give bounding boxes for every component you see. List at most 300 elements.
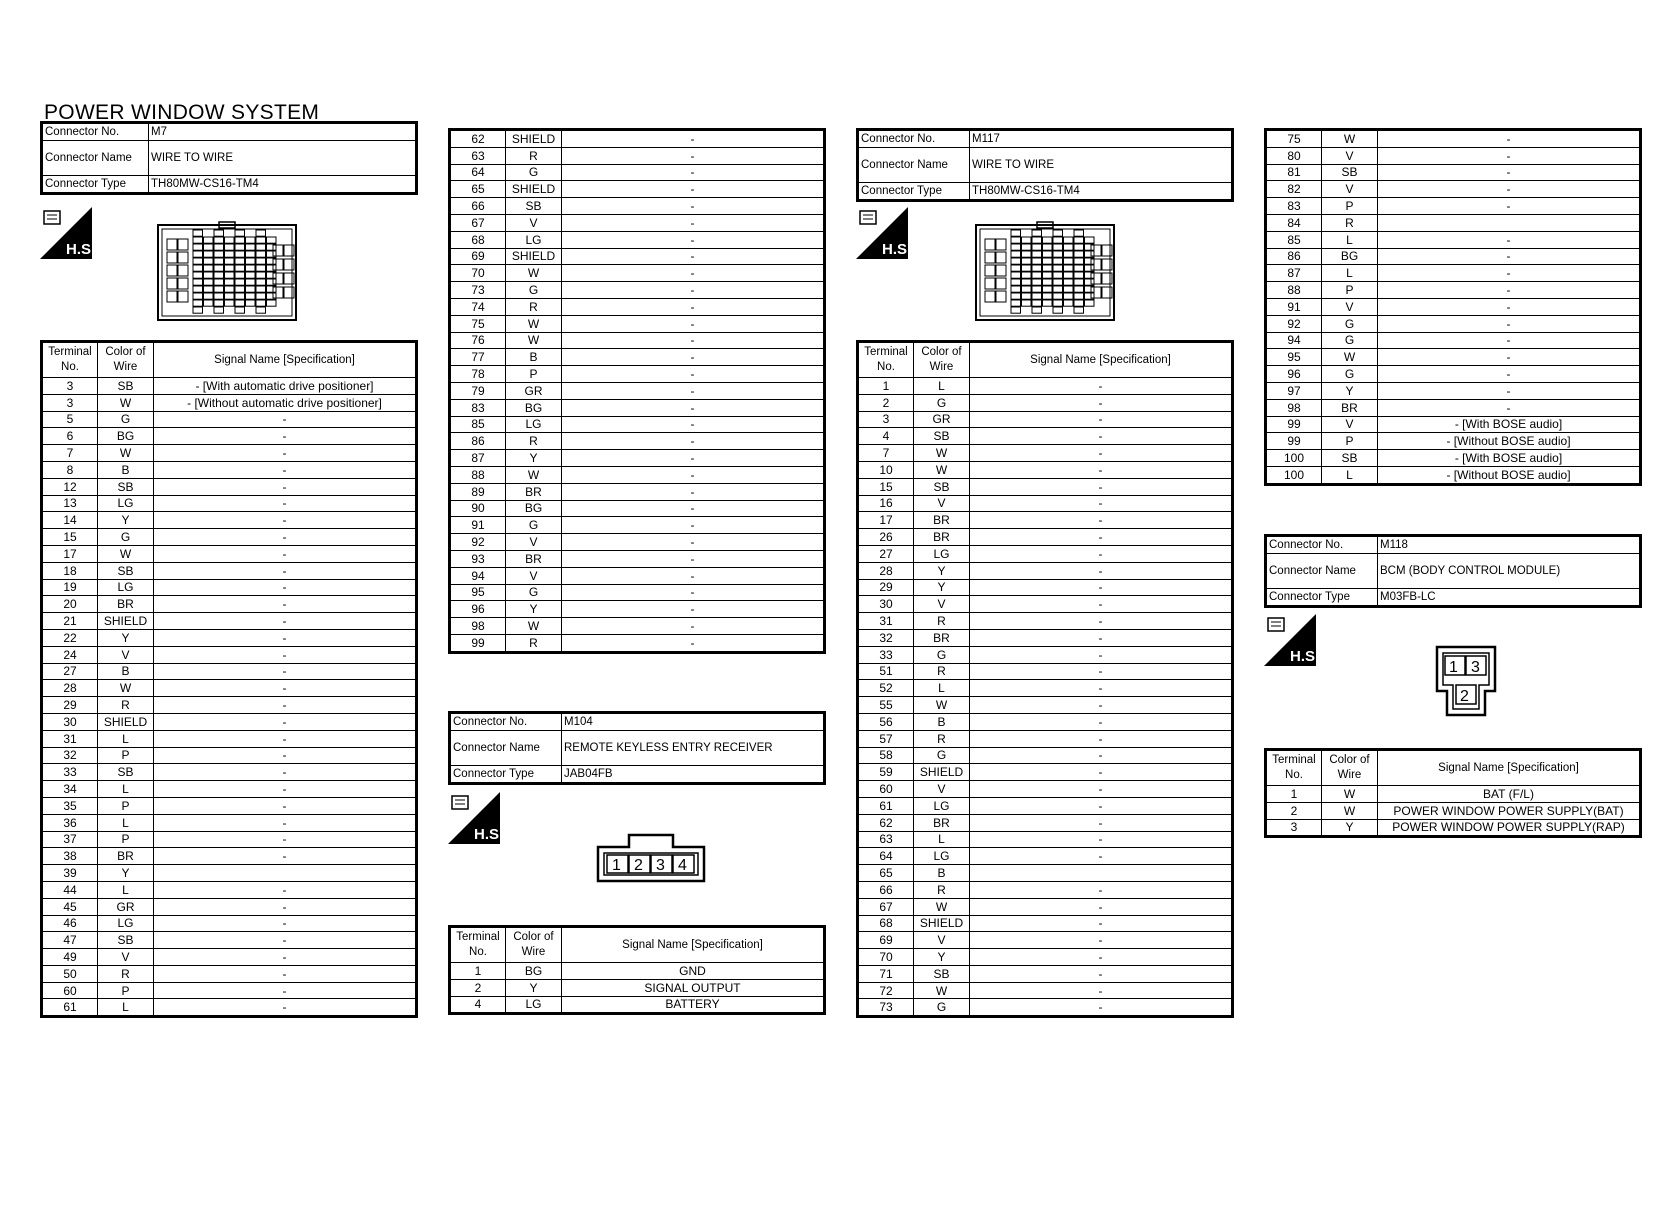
signal-name-cell: - (1378, 198, 1641, 215)
table-row (858, 680, 1233, 697)
table-row (858, 411, 1233, 428)
table-row (450, 282, 825, 299)
svg-text:2: 2 (1460, 688, 1469, 705)
wire-color-cell: W (914, 982, 970, 999)
connector-m7-terminal-table (40, 340, 418, 1018)
pin-4 (673, 855, 694, 874)
table-row (1266, 416, 1641, 433)
connector-type-label: Connector Type (858, 182, 970, 200)
signal-name-cell: - (1378, 282, 1641, 299)
terminal-no-cell: 60 (42, 982, 98, 999)
wire-color-cell: V (98, 949, 154, 966)
terminal-no-cell: 64 (858, 848, 914, 865)
table-row (42, 411, 417, 428)
table-row (42, 982, 417, 999)
wire-color-cell: P (1322, 198, 1378, 215)
wire-color-cell: Y (506, 450, 562, 467)
terminal-no-cell: 49 (42, 949, 98, 966)
wire-color-cell: W (914, 461, 970, 478)
connector-m7-info (40, 121, 418, 195)
table-row (42, 461, 417, 478)
signal-name-cell: - (562, 534, 825, 551)
signal-name-cell: - [With BOSE audio] (1378, 416, 1641, 433)
table-row (450, 550, 825, 567)
signal-name-cell: - (562, 483, 825, 500)
signal-name-cell: - (970, 764, 1233, 781)
connector-type-label: Connector Type (1266, 588, 1378, 606)
signal-name-cell: - [Without automatic drive positioner] (154, 394, 417, 411)
signal-name-cell: POWER WINDOW POWER SUPPLY(BAT) (1378, 802, 1641, 819)
connector-m7-terminal-table-wrap (40, 340, 418, 1018)
table-row (42, 764, 417, 781)
signal-name-cell: - (154, 814, 417, 831)
terminal-no-cell: 92 (1266, 315, 1322, 332)
table-row (42, 478, 417, 495)
table-row (450, 567, 825, 584)
terminal-no-cell: 65 (450, 181, 506, 198)
signal-name-cell: - (970, 814, 1233, 831)
wire-color-cell: G (98, 411, 154, 428)
table-row (858, 512, 1233, 529)
terminal-no-cell: 29 (42, 697, 98, 714)
terminal-no-cell: 3 (1266, 819, 1322, 837)
table-row (42, 596, 417, 613)
connector-no-value: M104 (562, 713, 825, 731)
signal-name-cell: - (970, 881, 1233, 898)
table-row (450, 231, 825, 248)
table-row (858, 713, 1233, 730)
wire-color-cell: BR (914, 814, 970, 831)
wire-color-cell: Y (914, 949, 970, 966)
signal-name-cell: - (562, 634, 825, 652)
signal-name-header: Signal Name [Specification] (1378, 750, 1641, 786)
terminal-no-cell: 95 (450, 584, 506, 601)
svg-text:1: 1 (1449, 659, 1458, 676)
terminal-no-cell: 19 (42, 579, 98, 596)
connector-m118-pinout (1435, 645, 1497, 722)
wire-color-cell: L (1322, 231, 1378, 248)
wire-color-cell: BR (98, 596, 154, 613)
table-row (1266, 265, 1641, 282)
signal-name-cell: - (154, 730, 417, 747)
table-row (858, 965, 1233, 982)
terminal-no-cell: 1 (1266, 786, 1322, 803)
signal-name-cell: - (562, 265, 825, 282)
signal-name-cell: - (562, 500, 825, 517)
wire-color-cell: BR (1322, 399, 1378, 416)
terminal-no-cell: 20 (42, 596, 98, 613)
signal-name-cell: POWER WINDOW POWER SUPPLY(RAP) (1378, 819, 1641, 837)
signal-name-cell: - (970, 579, 1233, 596)
wire-color-cell: SB (506, 198, 562, 215)
wire-color-cell: G (506, 517, 562, 534)
wire-color-cell: R (506, 634, 562, 652)
table-row (1266, 147, 1641, 164)
wire-color-cell: LG (914, 545, 970, 562)
terminal-no-cell: 35 (42, 797, 98, 814)
wire-color-cell: BR (914, 629, 970, 646)
table-row (450, 979, 825, 996)
terminal-no-cell: 81 (1266, 164, 1322, 181)
table-row (858, 428, 1233, 445)
signal-name-cell: - (154, 613, 417, 630)
signal-name-cell: - (970, 596, 1233, 613)
wire-color-cell: L (1322, 265, 1378, 282)
table-row (42, 529, 417, 546)
signal-name-cell: - (1378, 298, 1641, 315)
wire-color-cell: V (914, 781, 970, 798)
connector-m117-terminal-table (856, 340, 1234, 1018)
connector-m118-column (1264, 534, 1642, 608)
signal-name-cell: - (970, 646, 1233, 663)
signal-name-cell: - (970, 378, 1233, 395)
signal-name-cell: - (562, 315, 825, 332)
signal-name-cell: - (562, 584, 825, 601)
wire-color-cell: SB (1322, 450, 1378, 467)
wire-color-cell: Y (914, 579, 970, 596)
terminal-no-cell: 88 (1266, 282, 1322, 299)
connector-m104-column (448, 711, 826, 785)
table-row (858, 646, 1233, 663)
table-row (858, 982, 1233, 999)
pin-3 (1466, 656, 1486, 676)
harness-side-icon (1264, 614, 1320, 666)
connector-m117-terminal-table-continued (1264, 128, 1642, 486)
terminal-no-cell: 51 (858, 663, 914, 680)
signal-name-cell: - (970, 411, 1233, 428)
signal-name-cell: - (154, 461, 417, 478)
table-row (450, 450, 825, 467)
table-row (1266, 298, 1641, 315)
wire-color-cell: BR (914, 529, 970, 546)
terminal-no-cell: 62 (858, 814, 914, 831)
wire-color-cell: G (506, 282, 562, 299)
terminal-no-cell: 91 (1266, 298, 1322, 315)
terminal-no-cell: 76 (450, 332, 506, 349)
terminal-no-cell: 61 (42, 999, 98, 1017)
terminal-no-cell: 15 (858, 478, 914, 495)
signal-name-cell: - [Without BOSE audio] (1378, 466, 1641, 484)
signal-name-cell: - (154, 797, 417, 814)
terminal-no-cell: 56 (858, 713, 914, 730)
connector-name-value: WIRE TO WIRE (970, 147, 1233, 182)
terminal-no-cell: 3 (42, 394, 98, 411)
table-row (858, 394, 1233, 411)
table-row (858, 562, 1233, 579)
signal-name-cell: - (1378, 349, 1641, 366)
terminal-no-cell: 28 (42, 680, 98, 697)
wire-color-cell: W (914, 898, 970, 915)
signal-name-cell: - (1378, 382, 1641, 399)
table-row (42, 663, 417, 680)
table-row (450, 349, 825, 366)
wire-color-cell: B (914, 865, 970, 882)
signal-name-cell: - (562, 214, 825, 231)
signal-name-cell: - (970, 529, 1233, 546)
table-row (450, 500, 825, 517)
signal-name-cell: - (970, 461, 1233, 478)
table-row (450, 248, 825, 265)
wire-color-cell: W (506, 315, 562, 332)
wire-color-cell: BR (506, 550, 562, 567)
wire-color-cell: W (914, 697, 970, 714)
terminal-no-cell: 70 (858, 949, 914, 966)
table-row (42, 579, 417, 596)
wire-color-cell: G (1322, 366, 1378, 383)
signal-name-header: Signal Name [Specification] (154, 342, 417, 378)
table-row (42, 629, 417, 646)
terminal-no-cell: 96 (1266, 366, 1322, 383)
table-row (42, 562, 417, 579)
wire-color-cell: SB (98, 932, 154, 949)
terminal-no-cell: 67 (858, 898, 914, 915)
signal-name-cell: - (970, 613, 1233, 630)
wire-color-cell: Y (506, 979, 562, 996)
table-row (42, 965, 417, 982)
connector-m104-terminal-table (448, 925, 826, 1015)
wire-color-cell: P (506, 366, 562, 383)
signal-name-cell: - (562, 433, 825, 450)
terminal-no-cell: 68 (450, 231, 506, 248)
wire-color-cell: L (98, 781, 154, 798)
wire-color-cell: W (506, 332, 562, 349)
terminal-no-cell: 89 (450, 483, 506, 500)
signal-name-cell: - (154, 579, 417, 596)
signal-name-cell: - (154, 562, 417, 579)
signal-name-cell: - (1378, 248, 1641, 265)
table-row (450, 534, 825, 551)
signal-name-cell: - (1378, 265, 1641, 282)
table-row (858, 848, 1233, 865)
terminal-no-cell: 96 (450, 601, 506, 618)
wire-color-cell: LG (506, 231, 562, 248)
table-row (1266, 433, 1641, 450)
wire-color-cell: R (98, 965, 154, 982)
table-row (42, 613, 417, 630)
signal-name-cell: - (562, 517, 825, 534)
wire-color-cell: SHIELD (98, 713, 154, 730)
signal-name-cell (970, 865, 1233, 882)
wire-color-cell: G (506, 584, 562, 601)
wire-color-cell: L (914, 378, 970, 395)
table-row (42, 999, 417, 1017)
wire-color-cell: R (914, 730, 970, 747)
signal-name-cell: - (1378, 315, 1641, 332)
wire-color-cell: V (1322, 147, 1378, 164)
wire-color-cell: SHIELD (914, 915, 970, 932)
wire-color-cell: W (506, 265, 562, 282)
connector-name-value: REMOTE KEYLESS ENTRY RECEIVER (562, 730, 825, 765)
terminal-no-cell: 77 (450, 349, 506, 366)
signal-name-cell: - (970, 512, 1233, 529)
terminal-no-cell: 7 (858, 445, 914, 462)
svg-text:H.S.: H.S. (1290, 648, 1320, 665)
terminal-no-cell: 59 (858, 764, 914, 781)
table-row (450, 483, 825, 500)
table-row (858, 999, 1233, 1017)
terminal-no-cell: 86 (450, 433, 506, 450)
wire-color-cell: V (506, 214, 562, 231)
wire-color-cell: V (914, 495, 970, 512)
terminal-no-cell: 73 (858, 999, 914, 1017)
wire-color-cell: BG (506, 500, 562, 517)
wire-color-cell: Y (1322, 819, 1378, 837)
signal-name-cell: - (1378, 231, 1641, 248)
signal-name-cell: SIGNAL OUTPUT (562, 979, 825, 996)
wire-color-cell: Y (98, 629, 154, 646)
wire-color-cell: G (914, 646, 970, 663)
table-row (42, 730, 417, 747)
terminal-no-cell: 68 (858, 915, 914, 932)
terminal-no-cell: 3 (42, 378, 98, 395)
table-row (42, 865, 417, 882)
table-row (450, 996, 825, 1014)
table-row (42, 881, 417, 898)
table-row (42, 831, 417, 848)
terminal-no-cell: 93 (450, 550, 506, 567)
table-row (858, 949, 1233, 966)
wire-color-cell: SB (98, 562, 154, 579)
svg-text:1: 1 (612, 857, 621, 874)
signal-name-cell: - (154, 411, 417, 428)
wire-color-cell: SB (98, 378, 154, 395)
signal-name-cell: - (970, 663, 1233, 680)
table-row (858, 898, 1233, 915)
signal-name-cell: - (562, 181, 825, 198)
wire-color-cell: W (914, 445, 970, 462)
wire-color-cell: LG (506, 996, 562, 1014)
terminal-no-cell: 73 (450, 282, 506, 299)
signal-name-cell: - (154, 831, 417, 848)
terminal-no-cell: 15 (42, 529, 98, 546)
terminal-no-cell: 6 (42, 428, 98, 445)
connector-name-label: Connector Name (858, 147, 970, 182)
signal-name-cell: - (154, 445, 417, 462)
wire-color-cell: Y (506, 601, 562, 618)
connector-name-value: WIRE TO WIRE (149, 140, 417, 175)
table-row (858, 764, 1233, 781)
wire-color-cell: BR (914, 512, 970, 529)
terminal-no-cell: 88 (450, 466, 506, 483)
connector-m104-pinout (596, 833, 706, 888)
terminal-no-cell: 85 (1266, 231, 1322, 248)
table-row (450, 618, 825, 635)
table-row (858, 881, 1233, 898)
table-row (1266, 349, 1641, 366)
terminal-no-cell: 50 (42, 965, 98, 982)
signal-name-cell: GND (562, 963, 825, 980)
terminal-no-cell: 17 (42, 545, 98, 562)
signal-name-cell: - (154, 764, 417, 781)
terminal-no-cell: 64 (450, 164, 506, 181)
terminal-no-cell: 28 (858, 562, 914, 579)
table-row (42, 378, 417, 395)
wire-color-cell: BG (1322, 248, 1378, 265)
table-row (858, 613, 1233, 630)
color-of-wire-header: Color of Wire (98, 342, 154, 378)
connector-m117-terminal-table-wrap (856, 340, 1234, 1018)
wire-color-cell: W (1322, 802, 1378, 819)
table-row (450, 601, 825, 618)
svg-text:3: 3 (656, 857, 665, 874)
table-row (1266, 366, 1641, 383)
wire-color-cell: SHIELD (914, 764, 970, 781)
connector-no-value: M118 (1378, 536, 1641, 554)
connector-m117-column (856, 128, 1234, 202)
wire-color-cell: Y (1322, 382, 1378, 399)
table-row (450, 634, 825, 652)
signal-name-cell: - (562, 550, 825, 567)
table-row (858, 529, 1233, 546)
wire-color-cell: GR (98, 898, 154, 915)
wire-color-cell: B (506, 349, 562, 366)
terminal-no-cell: 66 (450, 198, 506, 215)
signal-name-cell: - (154, 949, 417, 966)
table-row (858, 697, 1233, 714)
terminal-no-cell: 94 (450, 567, 506, 584)
wire-color-cell: R (506, 298, 562, 315)
connector-no-label: Connector No. (42, 123, 149, 141)
table-row (1266, 198, 1641, 215)
signal-name-cell: - (1378, 181, 1641, 198)
table-row (858, 495, 1233, 512)
wire-color-cell: L (914, 680, 970, 697)
terminal-no-cell: 86 (1266, 248, 1322, 265)
signal-name-cell: - (154, 478, 417, 495)
terminal-no-cell: 100 (1266, 450, 1322, 467)
signal-name-cell: - (154, 663, 417, 680)
signal-name-cell: - (970, 848, 1233, 865)
signal-name-cell: - (970, 629, 1233, 646)
signal-name-cell: - (970, 697, 1233, 714)
signal-name-header: Signal Name [Specification] (562, 927, 825, 963)
signal-name-cell: - (154, 629, 417, 646)
signal-name-cell: - (154, 898, 417, 915)
table-row (858, 915, 1233, 932)
signal-name-cell: - (970, 999, 1233, 1017)
wire-color-cell: W (1322, 130, 1378, 148)
wire-color-cell: V (98, 646, 154, 663)
table-row (858, 865, 1233, 882)
connector-m7-column (40, 121, 418, 195)
signal-name-cell: - (970, 428, 1233, 445)
wire-color-cell: LG (98, 495, 154, 512)
terminal-no-cell: 44 (42, 881, 98, 898)
wire-color-cell: P (98, 747, 154, 764)
wire-color-cell: P (98, 831, 154, 848)
wire-color-cell: GR (914, 411, 970, 428)
table-row (42, 713, 417, 730)
table-row (450, 181, 825, 198)
table-row (1266, 332, 1641, 349)
svg-text:4: 4 (678, 857, 687, 874)
wire-color-cell: LG (98, 915, 154, 932)
connector-m118-info (1264, 534, 1642, 608)
signal-name-cell: - (154, 781, 417, 798)
signal-name-cell: - [With automatic drive positioner] (154, 378, 417, 395)
terminal-no-cell: 17 (858, 512, 914, 529)
terminal-no-cell: 37 (42, 831, 98, 848)
wire-color-cell: L (914, 831, 970, 848)
wire-color-cell: R (914, 881, 970, 898)
table-row (1266, 382, 1641, 399)
wire-color-cell: P (98, 982, 154, 999)
table-row (1266, 248, 1641, 265)
wire-color-cell: SB (98, 478, 154, 495)
signal-name-cell: - (970, 394, 1233, 411)
table-row (858, 814, 1233, 831)
signal-name-cell: - (970, 932, 1233, 949)
